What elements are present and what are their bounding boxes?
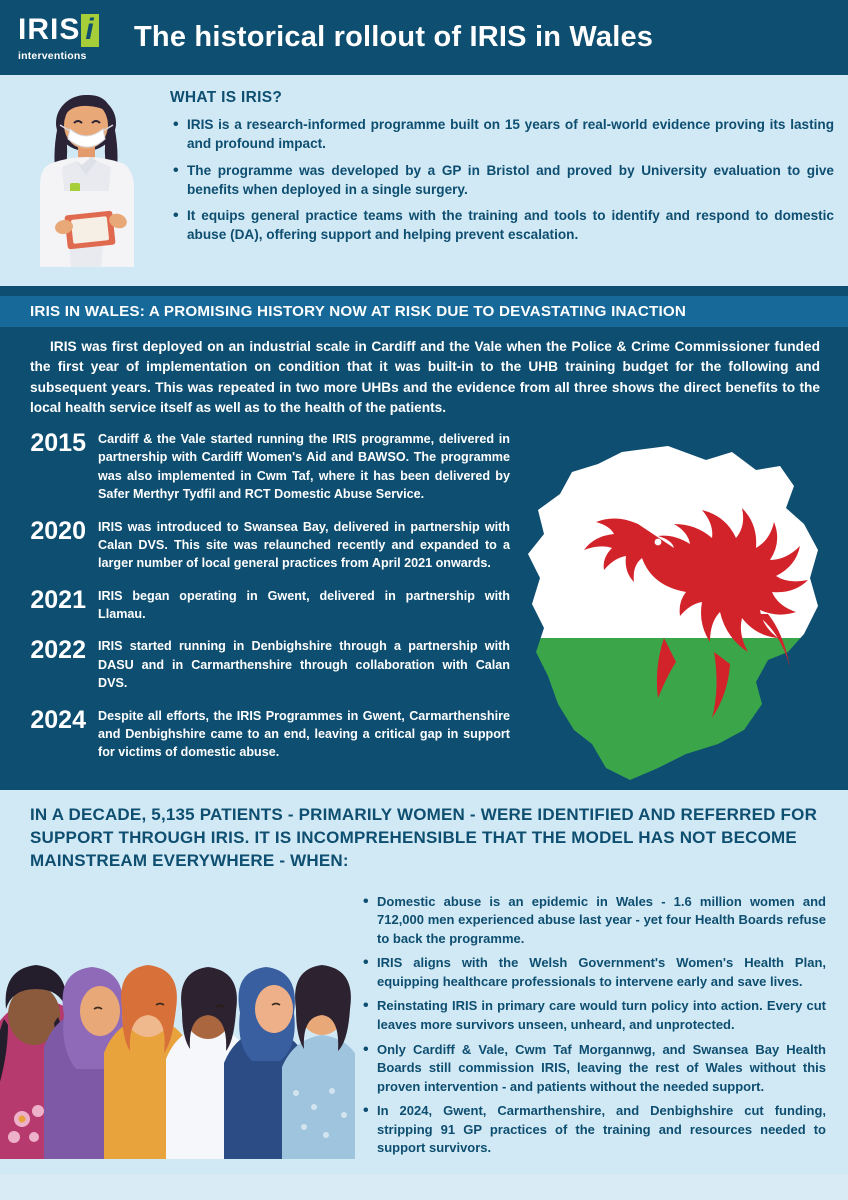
list-item: • In 2024, Gwent, Carmarthenshire, and Denbighshire cut funding, stripping 91 GP practices of the training and resources needed to support survivors. bbox=[361, 1102, 826, 1158]
list-item: • IRIS aligns with the Welsh Government's Women's Health Plan, equipping healthcare professionals to intervene early and save lives. bbox=[361, 954, 826, 991]
logo-subtitle: interventions bbox=[18, 49, 87, 62]
page-header bbox=[0, 0, 848, 75]
logo-accent-letter: i bbox=[81, 14, 98, 47]
timeline-text: IRIS was introduced to Swansea Bay, delivered in partnership with Calan DVS. This site was relaunched recently and expanded to a larger number of local general practices from April 2021 onwards. bbox=[98, 519, 510, 571]
what-is-iris-title: WHAT IS IRIS? bbox=[170, 89, 283, 106]
list-item: • IRIS is a research-informed programme built on 15 years of real-world evidence proving its lasting and profound impact. bbox=[170, 115, 834, 154]
timeline-year: 2021 bbox=[30, 585, 86, 614]
bottom-bullet-list bbox=[361, 893, 826, 1159]
list-item: • Only Cardiff & Vale, Cwm Taf Morgannwg, and Swansea Bay Health Boards still commission IRIS, leaving the rest of Wales without this proven intervention - and patients without the needed support. bbox=[361, 1041, 826, 1097]
timeline-text: Despite all efforts, the IRIS Programmes in Gwent, Carmarthenshire and Denbighshire came to an end, leaving a critical gap in support for victims of domestic abuse. bbox=[98, 708, 510, 760]
timeline-row bbox=[18, 518, 520, 573]
timeline-row bbox=[18, 707, 520, 762]
list-item: • Reinstating IRIS in primary care would turn policy into action. Every cut leaves more survivors unseen, unheard, and unprotected. bbox=[361, 997, 826, 1034]
list-item: • It equips general practice teams with the training and tools to identify and respond to domestic abuse (DA), offering support and helping prevent escalation. bbox=[170, 206, 834, 245]
timeline-row bbox=[18, 637, 520, 692]
timeline-text: Cardiff & the Vale started running the IRIS programme, delivered in partnership with Cardiff Women's Aid and BAWSO. The programme was also implemented in Cwm Taf, where it has been delivered by Safer Merthyr Tydfil and RCT Domestic Abuse Service. bbox=[98, 432, 510, 502]
decade-heading: IN A DECADE, 5,135 PATIENTS - PRIMARILY WOMEN - WERE IDENTIFIED AND REFERRED FOR SUPPORT THROUGH IRIS. IT IS INCOMPREHENSIBLE THAT THE MODEL HAS NOT BECOME MAINSTREAM EVERYWHERE - WHEN: bbox=[30, 804, 818, 870]
what-is-iris-text bbox=[164, 87, 834, 272]
timeline-row bbox=[18, 430, 520, 504]
logo-text: IRIS bbox=[18, 13, 81, 46]
what-is-iris-section bbox=[0, 75, 848, 286]
bottom-text-block bbox=[355, 887, 848, 1175]
doctor-illustration bbox=[14, 87, 164, 272]
page-title: The historical rollout of IRIS in Wales bbox=[134, 21, 654, 53]
timeline-year: 2024 bbox=[30, 705, 86, 734]
what-is-iris-list bbox=[170, 115, 834, 245]
timeline-year: 2022 bbox=[30, 636, 86, 665]
bottom-section bbox=[0, 883, 848, 1175]
list-item: • The programme was developed by a GP in Bristol and proved by University evaluation to give benefits when deployed in a single surgery. bbox=[170, 161, 834, 200]
timeline-text: IRIS started running in Denbighshire through a partnership with DASU and in Carmarthenshire through collaboration with Calan DVS. bbox=[98, 639, 510, 691]
women-illustration bbox=[0, 887, 355, 1175]
timeline-year: 2020 bbox=[30, 516, 86, 545]
wales-section-paragraph: IRIS was first deployed on an industrial scale in Cardiff and the Vale when the Police & Crime Commissioner funded the first year of implementation on condition that it was built-in to the UHB training budget for the following and subsequent years. This was repeated in two more UHBs and the evidence from all three shows the direct benefits to the local health service itself as well as to the health of the patients. bbox=[30, 339, 820, 415]
wales-map-icon bbox=[518, 438, 838, 818]
timeline-year: 2015 bbox=[30, 429, 86, 458]
wales-history-section bbox=[0, 286, 848, 790]
timeline bbox=[0, 430, 520, 762]
iris-logo bbox=[18, 14, 126, 62]
list-item: • Domestic abuse is an epidemic in Wales - 1.6 million women and 712,000 men experienced abuse last year - yet four Health Boards refuse to back the programme. bbox=[361, 893, 826, 949]
wales-section-banner: IRIS IN WALES: A PROMISING HISTORY NOW AT RISK DUE TO DEVASTATING INACTION bbox=[0, 296, 848, 327]
timeline-text: IRIS began operating in Gwent, delivered in partnership with Llamau. bbox=[98, 588, 510, 622]
timeline-row bbox=[18, 587, 520, 624]
